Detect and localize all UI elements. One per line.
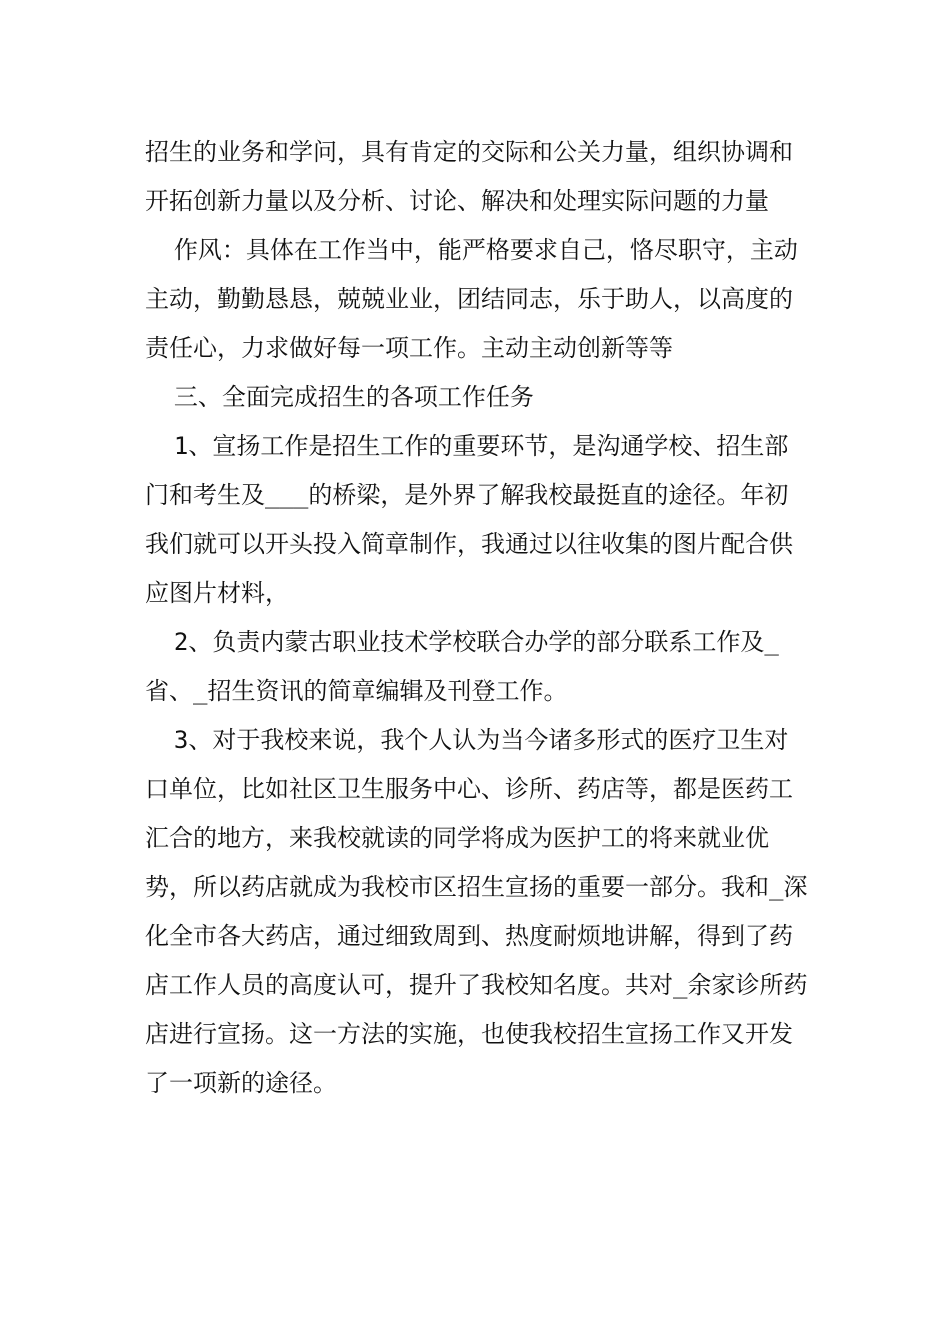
paragraph-5: 2、负责内蒙古职业技术学校联合办学的部分联系工作及_省、_招生资讯的简章编辑及刊登工作。 [145,628,779,705]
paragraph-6: 3、对于我校来说，我个人认为当今诸多形式的医疗卫生对口单位，比如社区卫生服务中心、诊所、药店等，都是医药工汇合的地方，来我校就读的同学将成为医护工的将来就业优势，所以药店就成为我校市区招生宣扬的重要一部分。我和_深化全市各大药店，通过细致周到、热度耐烦地讲解，得到了药店工作人员的高度认可，提升了我校知名度。共对_余家诊所药店进行宣扬。这一方法的实施，也使我校招生宣扬工作又开发了一项新的途径。 [145,726,808,1097]
paragraph-1: 招生的业务和学问，具有肯定的交际和公关力量，组织协调和开拓创新力量以及分析、讨论、解决和处理实际问题的力量 [145,138,793,215]
document-body [145,128,810,1108]
paragraph-2: 作风：具体在工作当中，能严格要求自己，恪尽职守，主动主动，勤勤恳恳，兢兢业业，团结同志，乐于助人，以高度的责任心，力求做好每一项工作。主动主动创新等等 [145,236,798,362]
paragraph-4: 1、宣扬工作是招生工作的重要环节，是沟通学校、招生部门和考生及___的桥梁，是外界了解我校最挺直的途径。年初我们就可以开头投入简章制作，我通过以往收集的图片配合供应图片材料， [145,432,793,607]
paragraph-3: 三、全面完成招生的各项工作任务 [145,383,534,411]
